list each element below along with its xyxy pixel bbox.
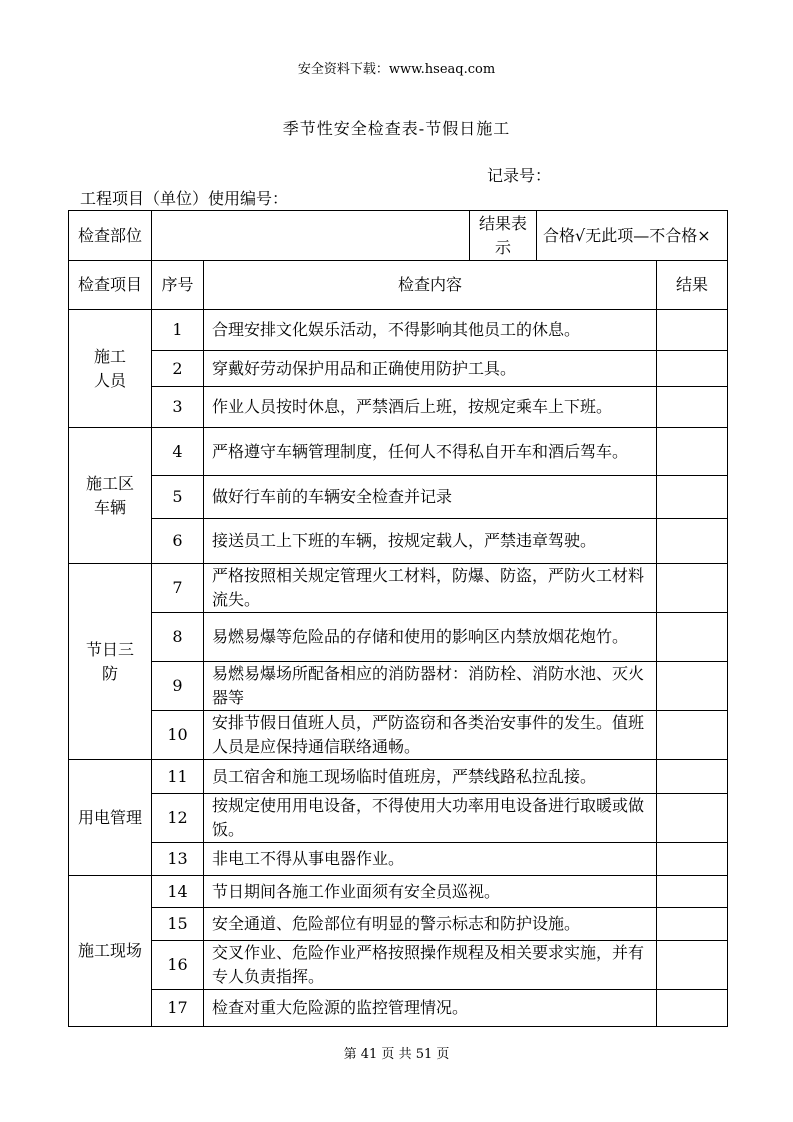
result-cell[interactable]: [657, 613, 728, 662]
column-header-no: 序号: [152, 261, 204, 310]
result-cell[interactable]: [657, 760, 728, 794]
inspection-table: [68, 210, 728, 1027]
check-item-group: 用电管理: [69, 760, 152, 876]
check-content: 作业人员按时休息，严禁酒后上班，按规定乘车上下班。: [204, 387, 657, 428]
row-number: 14: [152, 876, 204, 908]
result-cell[interactable]: [657, 519, 728, 564]
record-number-label: 记录号：: [487, 166, 552, 185]
result-cell[interactable]: [657, 711, 728, 760]
row-number: 17: [152, 990, 204, 1027]
row-number: 12: [152, 794, 204, 843]
row-number: 15: [152, 908, 204, 941]
row-number: 11: [152, 760, 204, 794]
check-content: 检查对重大危险源的监控管理情况。: [204, 990, 657, 1027]
check-content: 非电工不得从事电器作业。: [204, 843, 657, 876]
check-item-group: 施工现场: [69, 876, 152, 1027]
row-number: 13: [152, 843, 204, 876]
table-row: [69, 711, 728, 760]
check-item-group: 施工人员: [69, 310, 152, 428]
table-row: [69, 876, 728, 908]
check-content: 按规定使用用电设备，不得使用大功率用电设备进行取暖或做饭。: [204, 794, 657, 843]
row-number: 16: [152, 941, 204, 990]
check-content: 安全通道、危险部位有明显的警示标志和防护设施。: [204, 908, 657, 941]
check-content: 合理安排文化娱乐活动，不得影响其他员工的休息。: [204, 310, 657, 351]
table-row: [69, 564, 728, 613]
check-content: 严格按照相关规定管理火工材料，防爆、防盗，严防火工材料流失。: [204, 564, 657, 613]
row-number: 5: [152, 476, 204, 519]
page-title: 季节性安全检查表-节假日施工: [282, 119, 511, 138]
result-cell[interactable]: [657, 941, 728, 990]
result-cell[interactable]: [657, 351, 728, 387]
check-content: 节日期间各施工作业面须有安全员巡视。: [204, 876, 657, 908]
inspection-dept-label: 检查部位: [69, 211, 152, 261]
inspection-dept-value[interactable]: [152, 211, 470, 261]
table-row: [69, 310, 728, 351]
row-number: 4: [152, 428, 204, 476]
check-content: 员工宿舍和施工现场临时值班房，严禁线路私拉乱接。: [204, 760, 657, 794]
result-cell[interactable]: [657, 476, 728, 519]
check-content: 接送员工上下班的车辆，按规定载人，严禁违章驾驶。: [204, 519, 657, 564]
row-number: 6: [152, 519, 204, 564]
result-cell[interactable]: [657, 387, 728, 428]
row-number: 9: [152, 662, 204, 711]
check-item-group: 施工区车辆: [69, 428, 152, 564]
result-cell[interactable]: [657, 662, 728, 711]
result-cell[interactable]: [657, 794, 728, 843]
result-cell[interactable]: [657, 876, 728, 908]
row-number: 7: [152, 564, 204, 613]
table-row: [69, 387, 728, 428]
table-row: [69, 760, 728, 794]
check-content: 易燃易爆等危险品的存储和使用的影响区内禁放烟花炮竹。: [204, 613, 657, 662]
table-row: [69, 843, 728, 876]
result-cell[interactable]: [657, 908, 728, 941]
table-row: [69, 428, 728, 476]
check-content: 安排节假日值班人员，严防盗窃和各类治安事件的发生。值班人员是应保持通信联络通畅。: [204, 711, 657, 760]
result-cell[interactable]: [657, 310, 728, 351]
table-row: [69, 613, 728, 662]
row-number: 1: [152, 310, 204, 351]
row-number: 8: [152, 613, 204, 662]
column-header-result: 结果: [657, 261, 728, 310]
row-number: 2: [152, 351, 204, 387]
table-row: [69, 476, 728, 519]
column-header-row: [69, 261, 728, 310]
top-info-row: [69, 211, 728, 261]
result-cell[interactable]: [657, 564, 728, 613]
result-legend-label: 结果表示: [470, 211, 537, 261]
page-footer: 第 41 页 共 51 页: [343, 1047, 450, 1062]
row-number: 10: [152, 711, 204, 760]
table-row: [69, 662, 728, 711]
table-row: [69, 941, 728, 990]
result-cell[interactable]: [657, 990, 728, 1027]
table-row: [69, 990, 728, 1027]
column-header-content: 检查内容: [204, 261, 657, 310]
column-header-item: 检查项目: [69, 261, 152, 310]
table-row: [69, 794, 728, 843]
check-content: 严格遵守车辆管理制度，任何人不得私自开车和酒后驾车。: [204, 428, 657, 476]
page-header: 安全资料下载：www.hseaq.com: [297, 62, 496, 77]
check-content: 穿戴好劳动保护用品和正确使用防护工具。: [204, 351, 657, 387]
result-cell[interactable]: [657, 428, 728, 476]
check-content: 做好行车前的车辆安全检查并记录: [204, 476, 657, 519]
table-row: [69, 351, 728, 387]
check-content: 交叉作业、危险作业严格按照操作规程及相关要求实施，并有专人负责指挥。: [204, 941, 657, 990]
table-row: [69, 519, 728, 564]
table-row: [69, 908, 728, 941]
project-label: 工程项目（单位）使用编号：: [80, 189, 289, 208]
check-content: 易燃易爆场所配备相应的消防器材：消防栓、消防水池、灭火器等: [204, 662, 657, 711]
check-item-group: 节日三防: [69, 564, 152, 760]
row-number: 3: [152, 387, 204, 428]
result-cell[interactable]: [657, 843, 728, 876]
result-legend: 合格√无此项—不合格×: [537, 211, 728, 261]
